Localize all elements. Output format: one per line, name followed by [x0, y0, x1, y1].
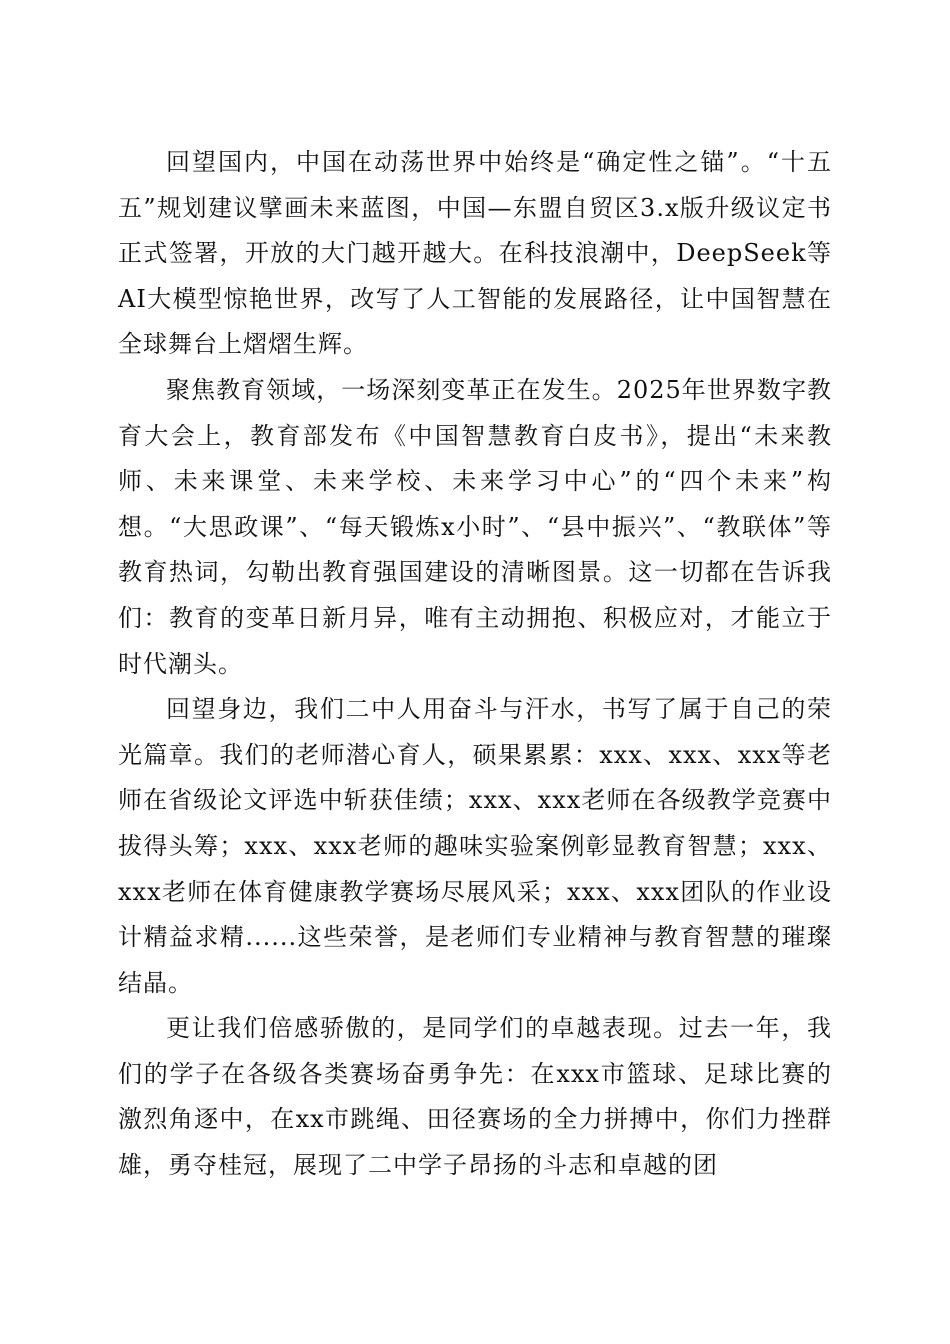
paragraph-3: 回望身边，我们二中人用奋斗与汗水，书写了属于自己的荣光篇章。我们的老师潜心育人，硕果累累：xxx、xxx、xxx等老师在省级论文评选中斩获佳绩；xxx、xxx老师在各级教学竞赛中拔得头筹；xxx、xxx老师的趣味实验案例彰显教育智慧；xxx、xxx老师在体育健康教学赛场尽展风采；xxx、xxx团队的作业设计精益求精......这些荣誉，是老师们专业精神与教育智慧的璀璨结晶。: [118, 695, 832, 997]
paragraph-2: 聚焦教育领域，一场深刻变革正在发生。2025年世界数字教育大会上，教育部发布《中国智慧教育白皮书》，提出“未来教师、未来课堂、未来学校、未来学习中心”的“四个未来”构想。“大思政课”、“每天锻炼x小时”、“县中振兴”、“教联体”等教育热词，勾勒出教育强国建设的清晰图景。这一切都在告诉我们：教育的变革日新月异，唯有主动拥抱、积极应对，才能立于时代潮头。: [118, 375, 832, 678]
document-body: [118, 140, 832, 1189]
paragraph-4: 更让我们倍感骄傲的，是同学们的卓越表现。过去一年，我们的学子在各级各类赛场奋勇争先：在xxx市篮球、足球比赛的激烈角逐中，在xx市跳绳、田径赛场的全力拼搏中，你们力挫群雄，勇夺桂冠，展现了二中学子昂扬的斗志和卓越的团: [118, 1014, 832, 1180]
paragraph-1: 回望国内，中国在动荡世界中始终是“确定性之锚”。“十五五”规划建议擘画未来蓝图，中国—东盟自贸区3.x版升级议定书正式签署，开放的大门越开越大。在科技浪潮中，DeepSeek等AI大模型惊艳世界，改写了人工智能的发展路径，让中国智慧在全球舞台上熠熠生辉。: [118, 148, 832, 359]
